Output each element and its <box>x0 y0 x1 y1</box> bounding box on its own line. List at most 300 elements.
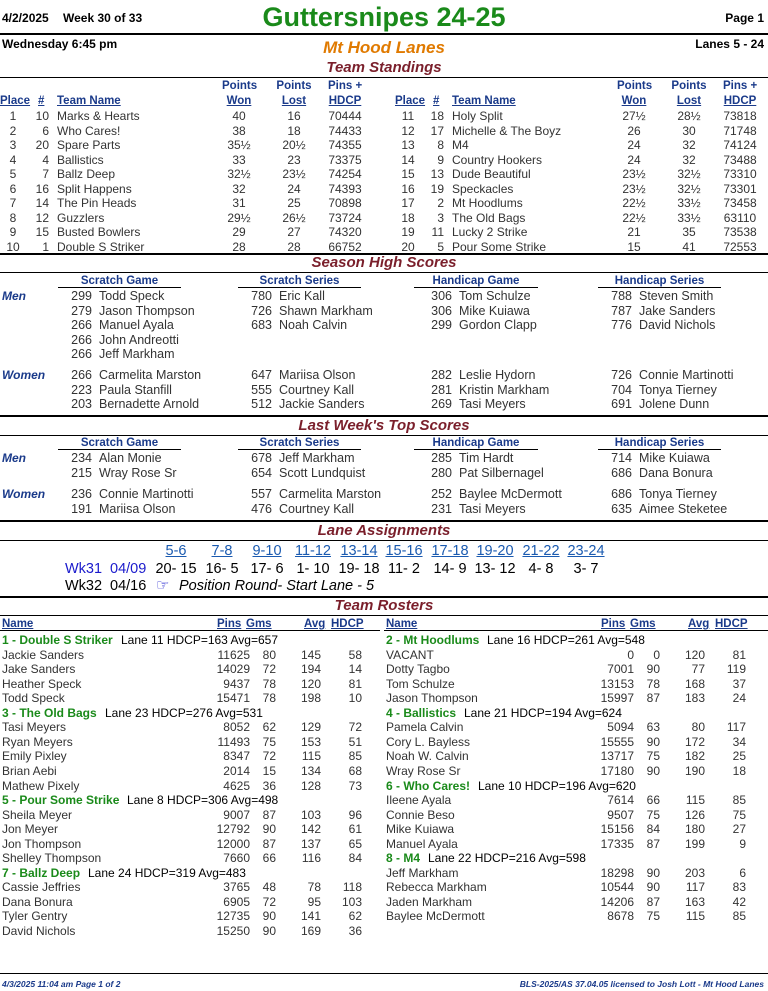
roster-games: 72 <box>262 894 276 909</box>
roster-handicap: 81 <box>732 647 746 662</box>
standing-pins: 63110 <box>723 210 757 225</box>
standing-won: 33 <box>232 152 246 167</box>
high-score: 306 <box>431 303 452 318</box>
standing-won: 24 <box>627 152 641 167</box>
roster-handicap: 84 <box>348 851 362 866</box>
roster-average: 137 <box>300 836 321 851</box>
roster-handicap: 65 <box>348 836 362 851</box>
high-score: 788 <box>611 289 632 303</box>
week-31-date: 04/09 <box>110 561 147 577</box>
roster-games: 87 <box>646 894 660 909</box>
roster-handicap: 25 <box>732 749 746 764</box>
bowler-name: Mariisa Olson <box>279 368 356 382</box>
bowler-name: John Andreotti <box>99 332 179 347</box>
col-pins-hdcp: Pins + <box>328 80 363 92</box>
standing-pins: 73310 <box>723 167 757 182</box>
standing-pins: 73724 <box>328 210 362 225</box>
lane-matchup: 4- 8 <box>528 561 554 577</box>
roster-pins: 7614 <box>607 793 634 808</box>
standing-won: 31 <box>232 196 246 211</box>
roster-average: 190 <box>684 763 705 778</box>
roster-games: 36 <box>262 778 276 793</box>
roster-average: 128 <box>300 778 321 793</box>
lane-pair: 15-16 <box>385 543 423 559</box>
roster-games: 78 <box>262 676 276 691</box>
roster-pins: 15156 <box>600 822 634 837</box>
team-name: 8 - M4 <box>386 851 421 866</box>
lane-pair: 5-6 <box>165 543 187 559</box>
high-score: 704 <box>611 382 632 397</box>
standing-won: 32½ <box>227 167 251 182</box>
standing-team: M4 <box>452 138 469 153</box>
roster-average: 168 <box>684 676 705 691</box>
week-32-label: Wk32 <box>65 578 103 594</box>
roster-handicap: 36 <box>348 924 362 938</box>
standing-pins: 73538 <box>723 225 757 240</box>
standing-place: 7 <box>9 196 17 211</box>
standing-lost: 41 <box>682 239 696 254</box>
page-label: Page 1 <box>725 11 764 25</box>
bowler-name: Dana Bonura <box>639 466 713 480</box>
standing-won: 15 <box>627 239 641 254</box>
roster-player-name: Dotty Tagbo <box>386 662 450 677</box>
roster-pins: 8678 <box>607 909 634 924</box>
high-score: 269 <box>431 397 452 411</box>
standing-lost: 23½ <box>282 167 306 182</box>
lane-matchup: 20- 15 <box>155 561 197 577</box>
roster-col-avg: Avg <box>304 618 326 630</box>
roster-player-name: Jon Meyer <box>2 822 59 837</box>
roster-handicap: 14 <box>348 662 362 677</box>
col-points-won: Points <box>617 80 653 92</box>
roster-pins: 14029 <box>216 662 250 677</box>
standing-team: Marks & Hearts <box>57 109 140 123</box>
roster-col-games: Gms <box>246 618 272 630</box>
high-score: 231 <box>431 502 452 516</box>
col-place: Place <box>395 95 426 107</box>
roster-player-name: Sheila Meyer <box>2 807 73 822</box>
roster-handicap: 68 <box>348 763 362 778</box>
roster-pins: 12000 <box>216 836 250 851</box>
roster-pins: 7001 <box>607 662 634 677</box>
high-col-header: Scratch Game <box>58 275 181 288</box>
roster-average: 120 <box>300 676 321 691</box>
standing-team: Holy Split <box>452 109 503 123</box>
divider <box>0 272 768 273</box>
standing-team: Country Hookers <box>452 152 543 167</box>
bowler-name: Eric Kall <box>279 289 325 303</box>
roster-average: 126 <box>684 807 705 822</box>
roster-handicap: 85 <box>732 793 746 808</box>
roster-handicap: 75 <box>732 807 746 822</box>
standing-number: 15 <box>35 225 49 240</box>
bowler-name: Tonya Tierney <box>639 487 717 501</box>
standing-lost: 28½ <box>677 109 701 123</box>
col-points-won: Points <box>222 80 258 92</box>
standing-number: 9 <box>437 152 444 167</box>
roster-average: 172 <box>684 734 705 749</box>
roster-handicap: 24 <box>732 691 746 706</box>
col-number: # <box>433 95 440 107</box>
standing-pins: 74254 <box>328 167 362 182</box>
roster-games: 90 <box>646 880 660 895</box>
standing-place: 9 <box>9 225 17 240</box>
roster-average: 129 <box>300 720 321 735</box>
roster-games: 15 <box>262 763 276 778</box>
standing-place: 15 <box>401 167 415 182</box>
standing-won: 40 <box>232 109 246 123</box>
standing-won: 26 <box>627 123 641 138</box>
roster-games: 87 <box>262 807 276 822</box>
lane-matchup: 11- 2 <box>388 561 420 577</box>
high-score: 223 <box>71 382 92 397</box>
high-score: 714 <box>611 451 632 465</box>
standing-lost: 33½ <box>677 196 701 211</box>
standing-pins: 70898 <box>328 196 362 211</box>
standing-place: 17 <box>401 196 415 211</box>
bowler-name: Courtney Kall <box>279 502 355 516</box>
roster-pins: 17335 <box>600 836 634 851</box>
high-score: 683 <box>251 318 272 332</box>
standing-won: 21 <box>627 225 641 240</box>
team-name: 3 - The Old Bags <box>2 705 97 720</box>
high-score: 557 <box>251 487 272 501</box>
roster-pins: 7660 <box>223 851 250 866</box>
standing-won: 28 <box>232 239 246 254</box>
team-info: Lane 10 HDCP=196 Avg=620 <box>478 778 636 793</box>
col-team-name: Team Name <box>57 95 121 107</box>
lane-pair: 17-18 <box>431 543 469 559</box>
high-score: 279 <box>71 303 92 318</box>
standing-place: 19 <box>401 225 415 240</box>
roster-player-name: Todd Speck <box>2 691 65 706</box>
standing-place: 11 <box>401 109 415 123</box>
standing-team: Ballz Deep <box>57 167 116 182</box>
team-name: 1 - Double S Striker <box>2 633 113 647</box>
lane-matchup: 19- 18 <box>338 561 380 577</box>
standing-team: Split Happens <box>57 181 132 196</box>
roster-handicap: 62 <box>348 909 362 924</box>
roster-handicap: 119 <box>726 662 746 677</box>
divider <box>0 77 768 78</box>
roster-average: 103 <box>300 807 321 822</box>
standing-won: 22½ <box>622 210 646 225</box>
high-score: 266 <box>71 332 92 347</box>
standing-team: Guzzlers <box>57 210 105 225</box>
roster-player-name: Jeff Markham <box>386 865 459 880</box>
standing-lost: 24 <box>287 181 301 196</box>
roster-pins: 11625 <box>217 647 250 662</box>
standing-number: 20 <box>35 138 49 153</box>
roster-handicap: 37 <box>732 676 746 691</box>
roster-games: 87 <box>646 691 660 706</box>
col-pins-hdcp: Pins + <box>723 80 758 92</box>
standing-team: Michelle & The Boyz <box>452 123 562 138</box>
roster-pins: 10544 <box>600 880 634 895</box>
roster-col-hdcp: HDCP <box>715 618 748 630</box>
standing-number: 16 <box>35 181 49 196</box>
lane-matchup: 14- 9 <box>433 561 467 577</box>
standing-team: Mt Hoodlums <box>452 196 523 211</box>
roster-pins: 3765 <box>223 880 250 895</box>
high-score: 512 <box>251 397 272 411</box>
lane-matchup: 13- 12 <box>474 561 516 577</box>
position-round-note: Position Round- Start Lane - 5 <box>179 578 375 594</box>
roster-player-name: Baylee McDermott <box>386 909 485 924</box>
standing-place: 3 <box>9 138 17 153</box>
roster-games: 80 <box>262 647 276 662</box>
roster-average: 141 <box>300 909 321 924</box>
col-pins-hdcp: HDCP <box>723 95 757 107</box>
standing-team: The Old Bags <box>452 210 526 225</box>
divider <box>0 33 768 35</box>
lane-pair: 23-24 <box>567 543 605 559</box>
week-32-date: 04/16 <box>110 578 147 594</box>
standing-won: 27½ <box>622 109 646 123</box>
roster-games: 0 <box>653 647 660 662</box>
roster-games: 90 <box>262 909 276 924</box>
standing-number: 17 <box>430 123 444 138</box>
lane-pair: 13-14 <box>340 543 378 559</box>
high-col-header: Scratch Series <box>238 275 361 288</box>
team-name: 7 - Ballz Deep <box>2 865 81 880</box>
standing-lost: 18 <box>287 123 301 138</box>
footer-right: BLS-2025/AS 37.04.05 licensed to Josh Lott - Mt Hood Lanes <box>519 979 764 989</box>
roster-games: 90 <box>262 822 276 837</box>
standing-number: 2 <box>437 196 444 211</box>
roster-games: 66 <box>262 851 276 866</box>
roster-player-name: Cory L. Bayless <box>386 734 471 749</box>
col-number: # <box>38 95 45 107</box>
divider <box>384 630 768 631</box>
roster-average: 115 <box>685 909 705 924</box>
roster-pins: 2014 <box>223 763 250 778</box>
roster-player-name: Jackie Sanders <box>2 647 85 662</box>
men-label: Men <box>2 451 26 465</box>
high-score: 780 <box>251 289 272 303</box>
roster-average: 198 <box>300 691 321 706</box>
men-label: Men <box>2 289 26 303</box>
roster-pins: 13717 <box>600 749 634 764</box>
roster-player-name: Heather Speck <box>2 676 82 691</box>
roster-player-name: Cassie Jeffries <box>2 880 81 895</box>
roster-pins: 5094 <box>607 720 634 735</box>
roster-games: 90 <box>262 924 276 938</box>
roster-games: 66 <box>646 793 660 808</box>
standing-team: Dude Beautiful <box>452 167 531 182</box>
roster-handicap: 10 <box>348 691 362 706</box>
standing-pins: 74355 <box>328 138 362 153</box>
standing-team: Busted Bowlers <box>57 225 141 240</box>
bowler-name: Leslie Hydorn <box>459 368 536 382</box>
roster-games: 78 <box>646 676 660 691</box>
standing-pins: 66752 <box>328 239 362 254</box>
standing-team: Pour Some Strike <box>452 239 547 254</box>
standing-lost: 16 <box>287 109 301 123</box>
roster-games: 90 <box>646 763 660 778</box>
roster-handicap: 51 <box>348 734 362 749</box>
divider <box>0 615 768 616</box>
standing-won: 35½ <box>227 138 251 153</box>
league-title: Guttersnipes 24-25 <box>262 2 506 32</box>
roster-average: 194 <box>300 662 321 677</box>
roster-average: 153 <box>300 734 321 749</box>
lane-matchup: 17- 6 <box>250 561 284 577</box>
roster-handicap: 81 <box>348 676 362 691</box>
roster-pins: 17180 <box>600 763 634 778</box>
team-info: Lane 22 HDCP=216 Avg=598 <box>428 851 586 866</box>
roster-player-name: Emily Pixley <box>2 749 67 764</box>
roster-col-avg: Avg <box>688 618 710 630</box>
roster-player-name: Noah W. Calvin <box>386 749 469 764</box>
team-name: 5 - Pour Some Strike <box>2 793 120 808</box>
standing-place: 4 <box>9 152 17 167</box>
roster-player-name: Ryan Meyers <box>2 734 73 749</box>
high-col-header: Handicap Game <box>414 437 538 450</box>
standing-number: 5 <box>437 239 444 254</box>
standing-place: 1 <box>9 109 17 123</box>
high-score: 282 <box>431 368 452 382</box>
roster-average: 77 <box>691 662 705 677</box>
high-score: 776 <box>611 318 632 332</box>
lane-matchup: 16- 5 <box>205 561 239 577</box>
col-points-lost: Lost <box>676 95 702 107</box>
standing-won: 23½ <box>622 167 646 182</box>
bowler-name: Tom Schulze <box>459 289 531 303</box>
standing-number: 8 <box>437 138 444 153</box>
roster-player-name: Jon Thompson <box>2 836 82 851</box>
standing-pins: 73458 <box>723 196 757 211</box>
standing-won: 23½ <box>622 181 646 196</box>
roster-col-name: Name <box>2 618 34 630</box>
standing-pins: 73375 <box>328 152 362 167</box>
standing-place: 10 <box>6 239 20 254</box>
standings-title: Team Standings <box>326 59 442 76</box>
standing-lost: 20½ <box>282 138 306 153</box>
season-high-title: Season High Scores <box>311 254 457 271</box>
roster-pins: 0 <box>627 647 634 662</box>
high-col-header: Scratch Game <box>58 437 181 450</box>
roster-average: 180 <box>684 822 705 837</box>
standing-team: The Pin Heads <box>57 196 137 211</box>
high-col-header: Handicap Series <box>598 437 721 450</box>
bowler-name: Scott Lundquist <box>279 466 366 480</box>
footer-left: 4/3/2025 11:04 am Page 1 of 2 <box>2 979 121 989</box>
bowler-name: Tasi Meyers <box>459 502 526 516</box>
standing-number: 10 <box>35 109 49 123</box>
roster-pins: 15471 <box>216 691 250 706</box>
roster-handicap: 61 <box>348 822 362 837</box>
team-info: Lane 16 HDCP=261 Avg=548 <box>487 633 645 647</box>
roster-games: 48 <box>262 880 276 895</box>
roster-player-name: VACANT <box>386 647 434 662</box>
roster-average: 80 <box>691 720 705 735</box>
high-score: 299 <box>71 289 92 303</box>
standing-pins: 70444 <box>328 109 362 123</box>
standing-lost: 23 <box>287 152 301 167</box>
standing-place: 20 <box>401 239 415 254</box>
bowler-name: Courtney Kall <box>279 382 355 397</box>
roster-player-name: Jaden Markham <box>386 894 473 909</box>
standing-place: 8 <box>9 210 17 225</box>
roster-average: 120 <box>684 647 705 662</box>
col-team-name: Team Name <box>452 95 516 107</box>
roster-pins: 12792 <box>216 822 250 837</box>
roster-games: 90 <box>646 865 660 880</box>
roster-pins: 13153 <box>600 676 634 691</box>
roster-pins: 4625 <box>223 778 250 793</box>
bowler-name: Jolene Dunn <box>639 397 710 411</box>
bowler-name: Bernadette Arnold <box>99 397 200 411</box>
high-score: 686 <box>611 466 632 480</box>
standing-team: Spare Parts <box>57 138 121 153</box>
standing-place: 12 <box>401 123 415 138</box>
standing-won: 29½ <box>227 210 251 225</box>
roster-handicap: 117 <box>726 720 746 735</box>
women-label: Women <box>2 487 46 501</box>
high-score: 686 <box>611 487 632 501</box>
roster-handicap: 85 <box>348 749 362 764</box>
standing-won: 22½ <box>622 196 646 211</box>
roster-games: 87 <box>646 836 660 851</box>
roster-player-name: Mathew Pixely <box>2 778 80 793</box>
roster-average: 134 <box>300 763 321 778</box>
roster-pins: 8347 <box>223 749 250 764</box>
standing-won: 24 <box>627 138 641 153</box>
bowler-name: Noah Calvin <box>279 318 348 332</box>
standing-number: 1 <box>42 239 49 254</box>
standing-team: Lucky 2 Strike <box>452 225 528 240</box>
roster-games: 90 <box>646 662 660 677</box>
high-score: 678 <box>251 451 272 465</box>
roster-games: 72 <box>262 662 276 677</box>
roster-pins: 12735 <box>216 909 250 924</box>
roster-games: 62 <box>262 720 276 735</box>
team-info: Lane 21 HDCP=194 Avg=624 <box>464 705 622 720</box>
roster-average: 182 <box>684 749 705 764</box>
standing-team: Speckacles <box>452 181 514 196</box>
pointing-hand-icon: ☞ <box>156 577 170 594</box>
high-score: 234 <box>71 451 92 465</box>
roster-handicap: 103 <box>341 894 362 909</box>
roster-pins: 9507 <box>607 807 634 822</box>
roster-average: 203 <box>684 865 705 880</box>
bowler-name: Jackie Sanders <box>279 397 365 411</box>
col-points-lost: Lost <box>281 95 307 107</box>
roster-pins: 9437 <box>223 676 250 691</box>
bowler-name: Alan Monie <box>99 451 162 465</box>
roster-pins: 15250 <box>216 924 250 938</box>
roster-col-pins: Pins <box>217 618 242 630</box>
standing-lost: 28 <box>287 239 301 254</box>
roster-handicap: 72 <box>348 720 362 735</box>
standing-pins: 74320 <box>328 225 362 240</box>
high-score: 285 <box>431 451 452 465</box>
roster-handicap: 27 <box>732 822 746 837</box>
roster-handicap: 42 <box>732 894 746 909</box>
bowler-name: Todd Speck <box>99 289 165 303</box>
week-label: Week 30 of 33 <box>63 11 143 25</box>
standing-number: 6 <box>42 123 49 138</box>
standing-team: Who Cares! <box>57 123 121 138</box>
roster-player-name: Manuel Ayala <box>386 836 458 851</box>
roster-handicap: 9 <box>739 836 746 851</box>
standing-place: 5 <box>9 167 17 182</box>
bowler-name: Baylee McDermott <box>459 487 562 501</box>
high-score: 555 <box>251 382 272 397</box>
roster-games: 84 <box>646 822 660 837</box>
high-col-header: Handicap Game <box>414 275 538 288</box>
